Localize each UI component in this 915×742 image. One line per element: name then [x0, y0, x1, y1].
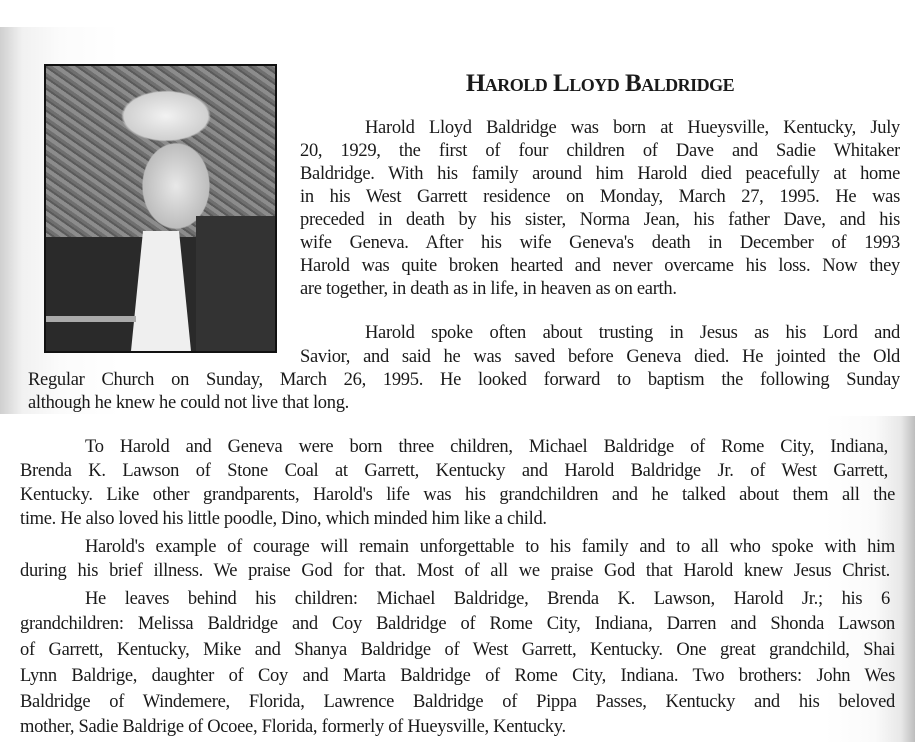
photo-fence	[46, 316, 136, 322]
text-line: Harold was quite broken hearted and never overcame his loss. Now they	[300, 256, 900, 276]
text-line: time. He also loved his little poodle, Dino, which minded him like a child.	[20, 509, 547, 529]
text-line: Harold Lloyd Baldridge was born at Hueysville, Kentucky, July	[365, 118, 900, 138]
text-line: of Garrett, Kentucky, Mike and Shanya Baldridge of West Garrett, Kentucky. One great grandchild, Shai	[20, 640, 895, 660]
text-line: Baldridge of Windemere, Florida, Lawrence Baldridge of Pippa Passes, Kentucky and his beloved	[20, 692, 895, 712]
text-line: during his brief illness. We praise God for that. Most of all we praise God that Harold knew Jesus Christ.	[20, 561, 890, 581]
text-line: Lynn Baldrige, daughter of Coy and Marta Baldridge of Rome City, Indiana. Two brothers: John Wes	[20, 666, 895, 686]
text-line: Baldridge. With his family around him Harold died peacefully at home	[300, 164, 900, 184]
text-line: He leaves behind his children: Michael Baldridge, Brenda K. Lawson, Harold Jr.; his 6	[85, 589, 890, 609]
text-line: 20, 1929, the first of four children of Dave and Sadie Whitaker	[300, 141, 900, 161]
text-line: grandchildren: Melissa Baldridge and Coy Baldridge of Rome City, Indiana, Darren and Shonda Lawson	[20, 614, 895, 634]
text-line: Harold's example of courage will remain unforgettable to his family and to all who spoke with him	[85, 537, 895, 557]
text-line: Kentucky. Like other grandparents, Harold's life was his grandchildren and he talked about them all the	[20, 485, 895, 505]
text-line: in his West Garrett residence on Monday, March 27, 1995. He was	[300, 187, 900, 207]
text-line: preceded in death by his sister, Norma Jean, his father Dave, and his	[300, 210, 900, 230]
text-line: Regular Church on Sunday, March 26, 1995. He looked forward to baptism the following Sunday	[28, 370, 900, 390]
portrait-photo	[44, 64, 277, 353]
text-line: wife Geneva. After his wife Geneva's death in December of 1993	[300, 233, 900, 253]
text-line: Brenda K. Lawson of Stone Coal at Garrett, Kentucky and Harold Baldridge Jr. of West Garrett,	[20, 461, 888, 481]
text-line: mother, Sadie Baldrige of Ocoee, Florida, formerly of Hueysville, Kentucky.	[20, 717, 566, 737]
text-line: are together, in death as in life, in heaven as on earth.	[300, 279, 677, 299]
text-line: To Harold and Geneva were born three children, Michael Baldridge of Rome City, Indiana,	[85, 437, 888, 457]
obituary-title: Harold Lloyd Baldridge	[465, 70, 735, 97]
text-line: Savior, and said he was saved before Geneva died. He jointed the Old	[300, 347, 900, 367]
photo-jacket	[196, 216, 276, 353]
text-line: although he knew he could not live that long.	[28, 393, 349, 413]
photo-shirt	[131, 231, 191, 351]
text-line: Harold spoke often about trusting in Jesus as his Lord and	[365, 323, 900, 343]
